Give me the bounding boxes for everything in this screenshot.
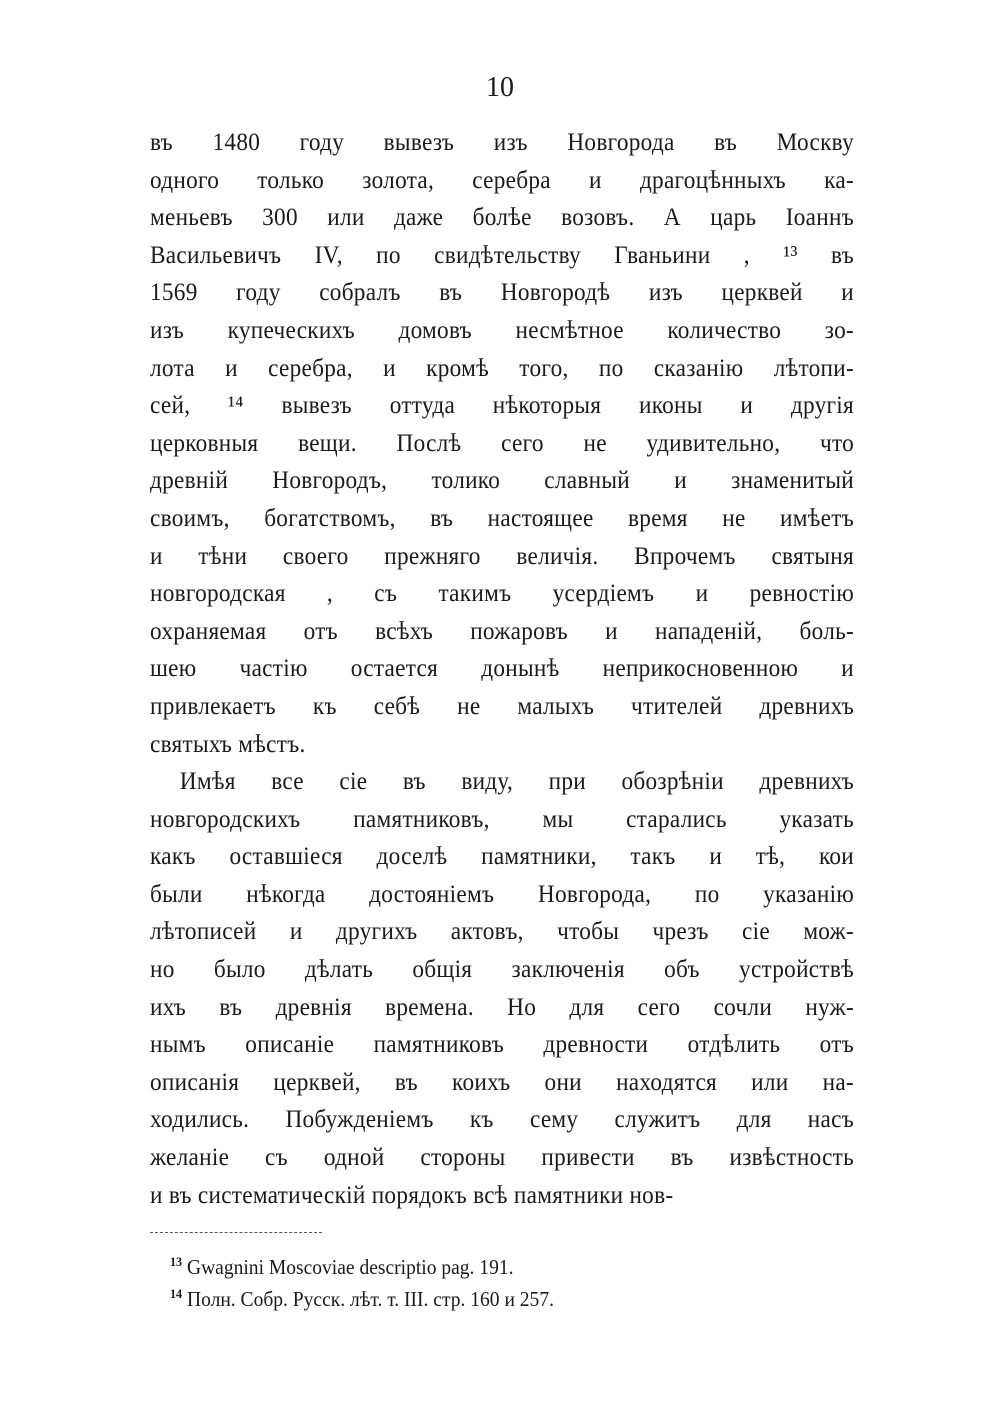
paragraph [150, 763, 854, 1214]
footnote-separator [150, 1232, 322, 1233]
text-line: святыхъ мѣстъ. [150, 730, 306, 758]
body-text [150, 124, 854, 1214]
text-line: описанія церквей, въ коихъ они находятся или на- [150, 1068, 855, 1096]
footnote-13 [170, 1254, 513, 1280]
text-line: шею частію остается донынѣ неприкосновенною и [150, 655, 855, 683]
text-line: древній Новгородъ, толико славный и знаменитый [150, 467, 855, 495]
text-line: охраняемая отъ всѣхъ пожаровъ и нападеній, боль- [150, 617, 855, 645]
text-line: и тѣни своего прежняго величія. Впрочемъ святыня [150, 542, 855, 570]
text-line: церковныя вещи. Послѣ сего не удивительно, что [150, 429, 855, 457]
text-line: Имѣя все сіе въ виду, при обозрѣніи древнихъ [179, 768, 855, 796]
text-line: Васильевичъ IV, по свидѣтельству Гваньини , ¹³ въ [150, 241, 855, 269]
paragraph [150, 124, 854, 763]
text-line: были нѣкогда достояніемъ Новгорода, по указанію [150, 880, 855, 908]
text-line: 1569 году собралъ въ Новгородѣ изъ церквей и [150, 279, 855, 307]
text-line: новгородская , съ такимъ усердіемъ и ревностію [150, 580, 855, 608]
text-line: изъ купеческихъ домовъ несмѣтное количество зо- [150, 316, 855, 344]
text-line: въ 1480 году вывезъ изъ Новгорода въ Москву [150, 129, 855, 156]
text-line: привлекаетъ къ себѣ не малыхъ чтителей древнихъ [150, 692, 855, 720]
text-line: нымъ описаніе памятниковъ древности отдѣлить отъ [150, 1031, 855, 1059]
page-number: 10 [486, 72, 514, 103]
text-line: лѣтописей и другихъ актовъ, чтобы чрезъ сіе мож- [150, 918, 855, 946]
text-line: одного только золота, серебра и драгоцѣнныхъ ка- [150, 166, 855, 194]
text-line: но было дѣлать общія заключенія объ устройствѣ [150, 956, 855, 984]
text-line: новгородскихъ памятниковъ, мы старались указать [150, 805, 855, 833]
footnote-14 [170, 1286, 554, 1312]
text-line: сей, ¹⁴ вывезъ оттуда нѣкоторыя иконы и другія [150, 392, 855, 420]
text-line: своимъ, богатствомъ, въ настоящее время не имѣетъ [150, 504, 855, 532]
footnote-mark: 13 [170, 1254, 183, 1269]
text-line: ходились. Побужденіемъ къ сему служитъ для насъ [150, 1106, 855, 1134]
text-line: лота и серебра, и кромѣ того, по сказанію лѣтопи- [150, 354, 855, 382]
text-line: какъ оставшіеся доселѣ памятники, такъ и тѣ, кои [150, 843, 855, 871]
footnote-text: Полн. Собр. Русск. лѣт. т. III. стр. 160 и 257. [186, 1287, 554, 1311]
text-line: меньевъ 300 или даже болѣе возовъ. А царь Іоаннъ [150, 204, 855, 232]
text-line: и въ систематическій порядокъ всѣ памятники нов- [150, 1181, 674, 1209]
footnote-text: Gwagnini Moscoviae descriptio pag. 191. [186, 1255, 514, 1279]
text-line: желаніе съ одной стороны привести въ извѣстность [150, 1144, 855, 1172]
text-line: ихъ въ древнія времена. Но для сего сочли нуж- [150, 993, 855, 1021]
footnote-mark: 14 [170, 1286, 183, 1301]
